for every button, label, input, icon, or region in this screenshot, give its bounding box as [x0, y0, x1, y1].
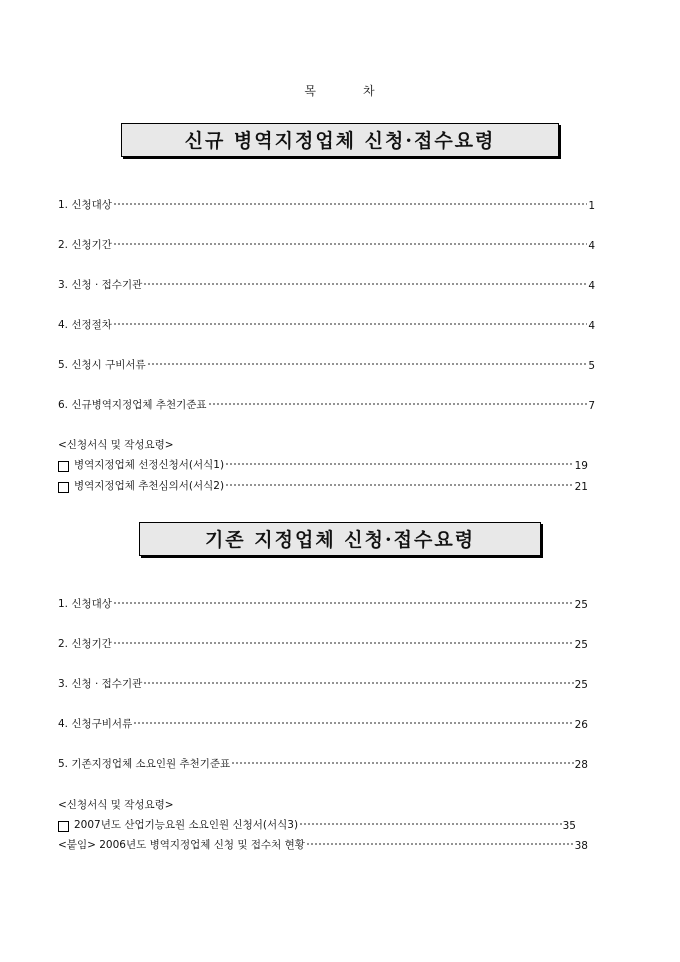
checkbox-square-icon	[58, 482, 69, 493]
appendix-entry-page: 38	[574, 840, 588, 852]
toc-entry-label: 3. 신청 · 접수기관	[58, 279, 143, 291]
toc-entry-label: 2. 신청기간	[58, 638, 112, 650]
form-entry[interactable]	[58, 477, 588, 493]
dot-leader	[113, 239, 587, 249]
forms-heading: <신청서식 및 작성요령>	[58, 439, 174, 451]
toc-entry[interactable]	[58, 755, 588, 771]
dot-leader	[113, 319, 587, 329]
toc-entry-page: 5	[588, 360, 595, 372]
dot-leader	[113, 199, 587, 209]
toc-entry-page: 25	[574, 679, 588, 691]
dot-leader	[113, 638, 574, 648]
dot-leader	[225, 459, 574, 469]
toc-entry[interactable]	[58, 396, 595, 412]
form-entry-label: 병역지정업체 선정신청서(서식1)	[74, 459, 225, 471]
form-entry-label: 2007년도 산업기능요원 소요인원 신청서(서식3)	[74, 819, 299, 831]
form-entry-page: 19	[574, 460, 588, 472]
form-entry[interactable]	[58, 456, 588, 472]
toc-entry-label: 5. 신청시 구비서류	[58, 359, 146, 371]
toc-entry-page: 1	[588, 200, 595, 212]
toc-entry-page: 7	[588, 400, 595, 412]
dot-leader	[225, 480, 574, 490]
section1-heading: 신규 병역지정업체 신청·접수요령	[121, 123, 559, 157]
toc-entry-label: 6. 신규병역지정업체 추천기준표	[58, 399, 207, 411]
toc-entry[interactable]	[58, 595, 588, 611]
toc-entry[interactable]	[58, 675, 588, 691]
toc-entry[interactable]	[58, 715, 588, 731]
toc-entry-label: 1. 신청대상	[58, 199, 112, 211]
dot-leader	[306, 839, 574, 849]
appendix-entry-label: <붙임> 2006년도 병역지정업체 신청 및 접수처 현황	[58, 839, 305, 851]
dot-leader	[143, 678, 573, 688]
dot-leader	[143, 279, 587, 289]
toc-entry-label: 1. 신청대상	[58, 598, 112, 610]
dot-leader	[231, 758, 573, 768]
dot-leader	[113, 598, 574, 608]
checkbox-square-icon	[58, 821, 69, 832]
dot-leader	[133, 718, 573, 728]
toc-entry[interactable]	[58, 276, 595, 292]
toc-entry-label: 3. 신청 · 접수기관	[58, 678, 143, 690]
toc-entry-page: 25	[574, 639, 588, 651]
toc-title-part1: 목	[304, 84, 317, 98]
toc-entry[interactable]	[58, 356, 595, 372]
checkbox-square-icon	[58, 461, 69, 472]
toc-entry-label: 2. 신청기간	[58, 239, 112, 251]
toc-entry[interactable]	[58, 196, 595, 212]
toc-entry-page: 4	[588, 320, 595, 332]
appendix-entry[interactable]	[58, 836, 588, 852]
forms-heading: <신청서식 및 작성요령>	[58, 799, 174, 811]
toc-entry[interactable]	[58, 316, 595, 332]
section2-heading: 기존 지정업체 신청·접수요령	[139, 522, 541, 556]
toc-entry[interactable]	[58, 635, 588, 651]
toc-title-part2: 차	[363, 84, 376, 98]
toc-title	[0, 82, 680, 99]
form-entry-page: 35	[562, 820, 576, 832]
dot-leader	[208, 399, 588, 409]
form-entry-page: 21	[574, 481, 588, 493]
form-entry[interactable]	[58, 816, 576, 832]
toc-entry[interactable]	[58, 236, 595, 252]
toc-entry-page: 28	[574, 759, 588, 771]
toc-entry-label: 5. 기존지정업체 소요인원 추천기준표	[58, 758, 231, 770]
dot-leader	[147, 359, 588, 369]
toc-entry-label: 4. 선정절차	[58, 319, 112, 331]
toc-entry-page: 4	[588, 240, 595, 252]
toc-entry-label: 4. 신청구비서류	[58, 718, 133, 730]
toc-entry-page: 4	[588, 280, 595, 292]
toc-entry-page: 26	[574, 719, 588, 731]
form-entry-label: 병역지정업체 추천심의서(서식2)	[74, 480, 225, 492]
dot-leader	[299, 819, 562, 829]
toc-entry-page: 25	[574, 599, 588, 611]
